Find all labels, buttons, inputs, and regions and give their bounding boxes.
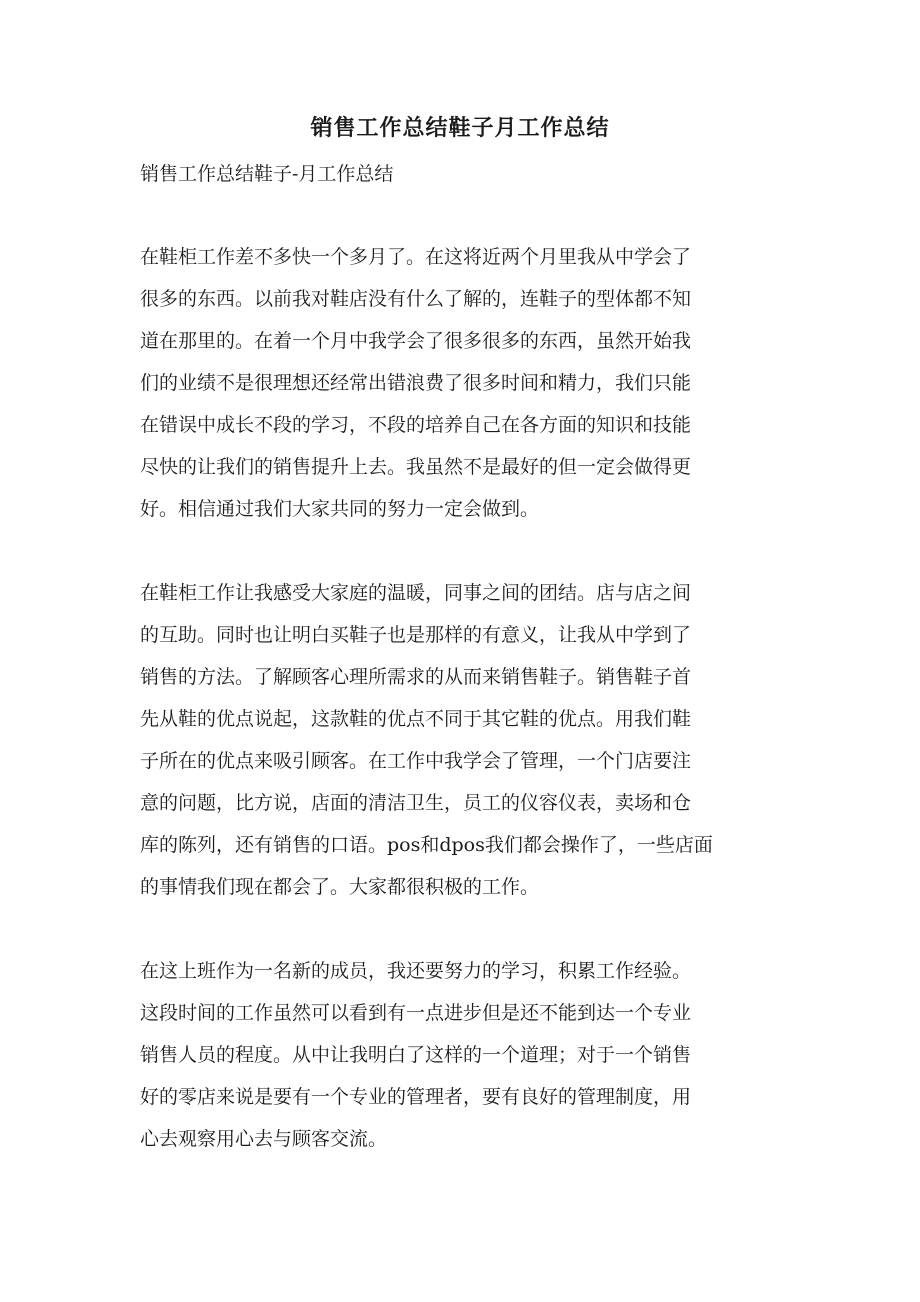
- paragraph-2: [140, 572, 790, 908]
- paragraph-line: 销售的方法。了解顾客心理所需求的从而来销售鞋子。销售鞋子首: [140, 666, 692, 688]
- paragraph-1: [140, 236, 790, 530]
- paragraph-line: 尽快的让我们的销售提升上去。我虽然不是最好的但一定会做得更: [140, 456, 692, 478]
- paragraph-line: 在这上班作为一名新的成员，我还要努力的学习，积累工作经验。: [140, 960, 692, 982]
- document-title: 销售工作总结鞋子月工作总结: [310, 115, 610, 141]
- paragraph-3: [140, 950, 790, 1160]
- paragraph-line: 在鞋柜工作差不多快一个多月了。在这将近两个月里我从中学会了: [140, 246, 692, 268]
- paragraph-line: 道在那里的。在着一个月中我学会了很多很多的东西，虽然开始我: [140, 330, 692, 352]
- paragraph-line: 很多的东西。以前我对鞋店没有什么了解的，连鞋子的型体都不知: [140, 288, 692, 310]
- paragraph-line: 们的业绩不是很理想还经常出错浪费了很多时间和精力，我们只能: [140, 372, 692, 394]
- paragraph-line: 库的陈列，还有销售的口语。pos和dpos我们都会操作了，一些店面: [140, 834, 713, 856]
- paragraph-line: 在鞋柜工作让我感受大家庭的温暖，同事之间的团结。店与店之间: [140, 582, 692, 604]
- paragraph-line: 心去观察用心去与顾客交流。: [140, 1128, 388, 1150]
- paragraph-line: 好。相信通过我们大家共同的努力一定会做到。: [140, 498, 540, 520]
- paragraph-line: 先从鞋的优点说起，这款鞋的优点不同于其它鞋的优点。用我们鞋: [140, 708, 692, 730]
- document-subtitle: 销售工作总结鞋子-月工作总结: [140, 163, 394, 185]
- paragraph-line: 在错误中成长不段的学习，不段的培养自己在各方面的知识和技能: [140, 414, 692, 436]
- paragraph-line: 好的零店来说是要有一个专业的管理者，要有良好的管理制度，用: [140, 1086, 692, 1108]
- paragraph-line: 意的问题，比方说，店面的清洁卫生，员工的仪容仪表，卖场和仓: [140, 792, 692, 814]
- paragraph-line: 子所在的优点来吸引顾客。在工作中我学会了管理，一个门店要注: [140, 750, 692, 772]
- paragraph-line: 销售人员的程度。从中让我明白了这样的一个道理；对于一个销售: [140, 1044, 692, 1066]
- paragraph-line: 这段时间的工作虽然可以看到有一点进步但是还不能到达一个专业: [140, 1002, 692, 1024]
- paragraph-line: 的事情我们现在都会了。大家都很积极的工作。: [140, 876, 540, 898]
- paragraph-line: 的互助。同时也让明白买鞋子也是那样的有意义，让我从中学到了: [140, 624, 692, 646]
